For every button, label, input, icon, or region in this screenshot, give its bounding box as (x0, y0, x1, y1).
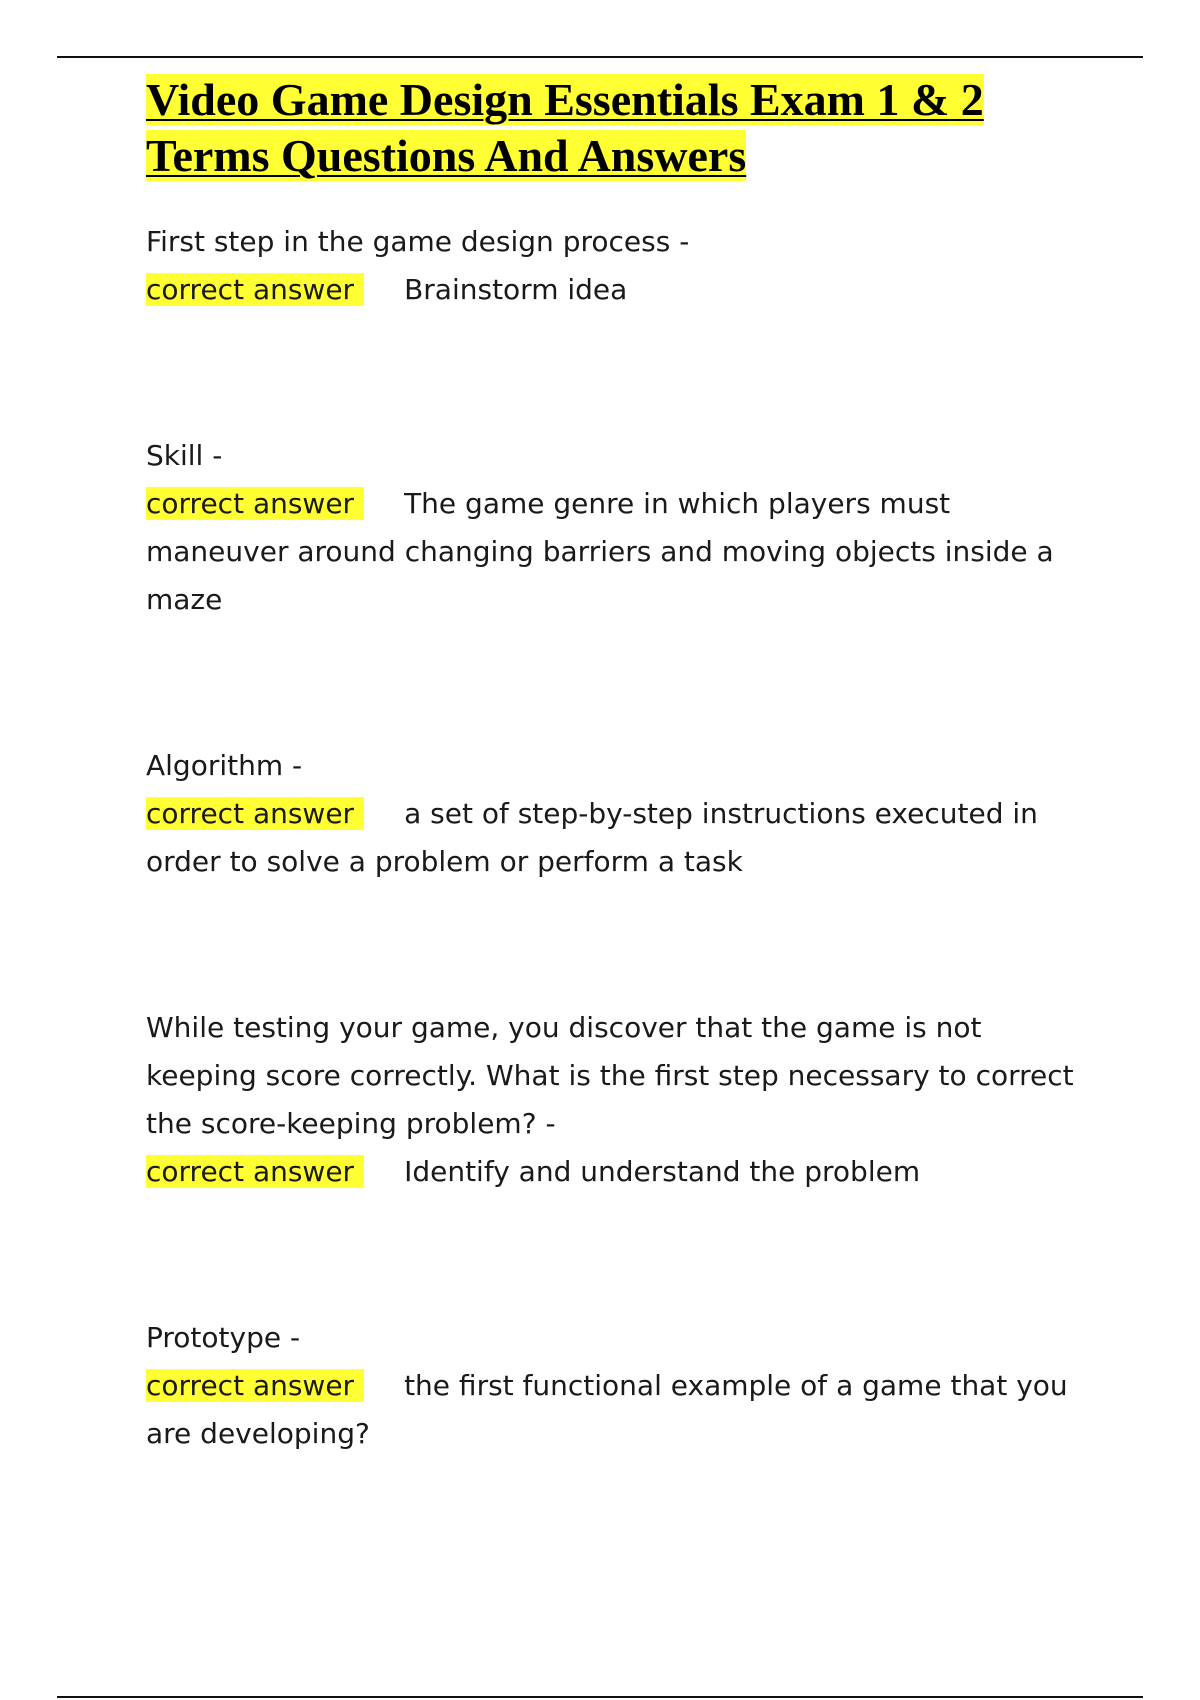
answer-text: Brainstorm idea (404, 273, 628, 306)
qa-item (146, 742, 1096, 886)
qa-item (146, 432, 1096, 624)
top-rule (57, 56, 1143, 58)
title-line-1: Video Game Design Essentials Exam 1 & 2 (146, 74, 984, 125)
answer-line (146, 266, 1096, 314)
title-line-2-wrapper (146, 128, 1096, 184)
question-text: First step in the game design process - (146, 225, 690, 258)
answer-text: Identify and understand the problem (404, 1155, 921, 1188)
correct-answer-label: correct answer (146, 1155, 364, 1188)
title-line-1-wrapper (146, 72, 1096, 128)
answer-line (146, 790, 1096, 886)
qa-list (146, 218, 1096, 1458)
correct-answer-label: correct answer (146, 273, 364, 306)
answer-text: The game genre in which players must maneuver around changing barriers and moving objects inside a maze (146, 487, 1054, 616)
qa-item (146, 1314, 1096, 1458)
answer-line (146, 480, 1096, 624)
question-text: Skill - (146, 439, 223, 472)
correct-answer-label: correct answer (146, 797, 364, 830)
answer-text: a set of step-by-step instructions executed in order to solve a problem or perform a task (146, 797, 1038, 878)
question-text: While testing your game, you discover that the game is not keeping score correctly. What is the first step necessary to correct the score-keeping problem? - (146, 1011, 1074, 1140)
correct-answer-label: correct answer (146, 487, 364, 520)
correct-answer-label: correct answer (146, 1369, 364, 1402)
question-text: Algorithm - (146, 749, 303, 782)
question-text: Prototype - (146, 1321, 301, 1354)
answer-line (146, 1148, 1096, 1196)
qa-item (146, 218, 1096, 314)
qa-item (146, 1004, 1096, 1196)
title-line-2: Terms Questions And Answers (146, 130, 747, 181)
bottom-rule (57, 1696, 1143, 1698)
document-title (146, 72, 1096, 184)
document-content (146, 72, 1096, 1576)
answer-text: the first functional example of a game that you are developing? (146, 1369, 1068, 1450)
answer-line (146, 1362, 1096, 1458)
